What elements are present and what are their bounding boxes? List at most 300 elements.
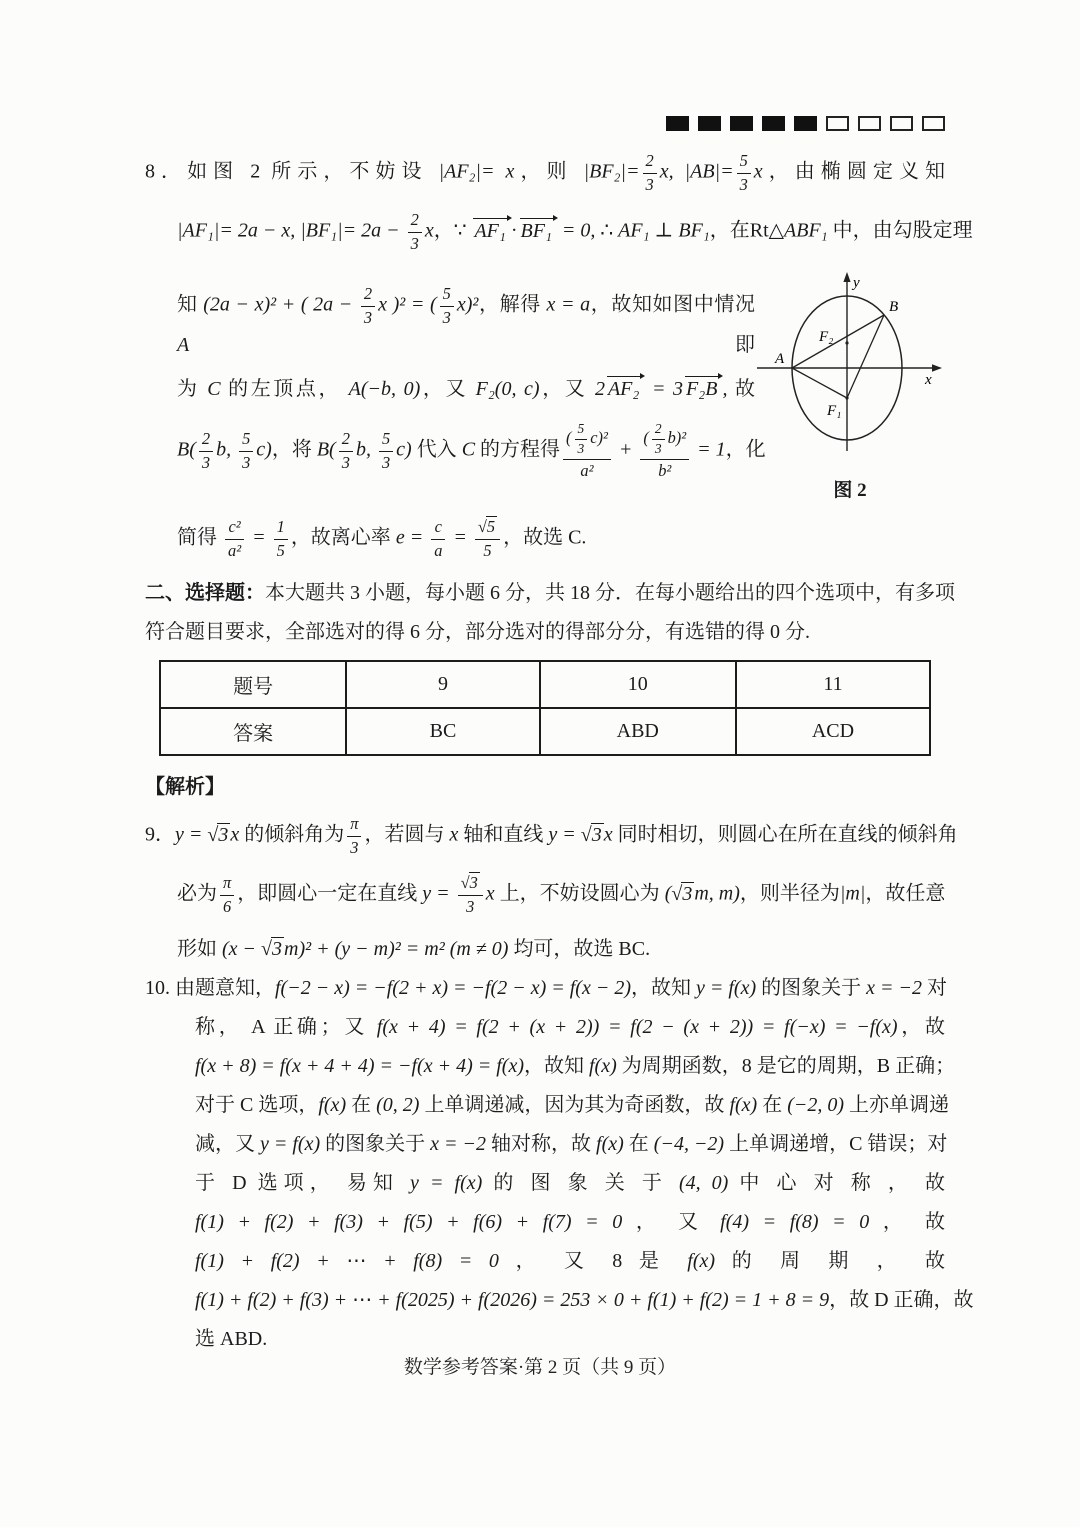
text-run: f(x) <box>588 1055 617 1077</box>
text-run: |BF₂|= <box>583 160 640 183</box>
text-run: 8．如图 2 所示，不妨设 <box>145 160 439 183</box>
text-run <box>643 174 657 196</box>
text-run: ，又 <box>539 378 595 400</box>
text-line <box>145 814 958 858</box>
table-cell: BC <box>346 708 539 755</box>
focus-F1-dot <box>845 396 848 399</box>
text-run <box>339 429 353 452</box>
square-root <box>581 824 604 846</box>
text-run: 对于 C 选项， <box>195 1094 319 1116</box>
text-run: = 0, <box>556 219 596 242</box>
table-cell: 10 <box>540 661 736 708</box>
text-run: ，则 <box>514 160 584 183</box>
text-run <box>469 872 480 892</box>
text-run: , <box>722 378 728 400</box>
table-cell: 答案 <box>160 708 346 755</box>
figure-caption: 图 2 <box>833 480 867 501</box>
text-run: 上单调递增，C 错误；对 <box>724 1133 948 1155</box>
text-run: ，故离心率 <box>290 526 396 549</box>
text-run: 的方程得 <box>475 438 561 461</box>
text-run: a² <box>580 460 594 480</box>
text-run: = 3 <box>644 378 684 400</box>
text-run: b)² <box>667 428 687 448</box>
text-run: 3 <box>410 233 419 253</box>
label-F1: F₁ <box>827 403 842 419</box>
text-run: A <box>177 334 190 356</box>
text-run <box>239 452 253 474</box>
text-run: 3 <box>442 307 451 327</box>
text-run: x <box>485 882 495 905</box>
text-run: 3 <box>218 823 229 846</box>
vector-overline <box>607 375 642 401</box>
text-line <box>177 873 945 917</box>
text-line <box>145 770 945 799</box>
text-line <box>177 932 945 961</box>
filled-mark-square <box>666 116 689 131</box>
text-run <box>274 517 288 540</box>
text-run <box>199 452 213 474</box>
text-run: e = <box>395 526 429 549</box>
text-run: ，故知如图中情况 <box>590 293 756 316</box>
fraction <box>408 210 422 254</box>
text-run: 称， A 正确；又 <box>195 1016 377 1038</box>
text-run: (x − <box>222 938 262 960</box>
text-run: 2 <box>594 378 605 400</box>
text-run: 5 <box>486 517 496 536</box>
text-run: B( <box>316 438 336 461</box>
text-run: 中 心 对 称 ， 故 <box>728 1172 945 1194</box>
table-cell: 11 <box>736 661 930 708</box>
text-run: AF₁ ⊥ BF₁ <box>618 219 710 242</box>
question-10-solution <box>145 971 974 1351</box>
text-run: (−2, 0) <box>787 1094 845 1116</box>
text-run: 的 图 象 关 于 <box>482 1172 679 1194</box>
text-run: c <box>434 517 442 536</box>
text-run <box>431 540 445 562</box>
text-line <box>195 1322 945 1351</box>
text-run: (−4, −2) <box>653 1133 725 1155</box>
text-run: c) <box>256 438 272 461</box>
text-run <box>408 233 422 255</box>
label-y: y <box>853 275 860 291</box>
text-run: C <box>461 438 476 461</box>
text-run: 在 <box>623 1133 654 1155</box>
text-run: 选 ABD. <box>195 1328 268 1350</box>
text-run: y = <box>548 823 581 846</box>
text-run: 形如 <box>177 938 222 960</box>
text-run: 2 <box>654 421 662 436</box>
square-root <box>261 938 284 960</box>
text-run: (4, 0) <box>678 1172 729 1194</box>
label-x: x <box>925 372 932 388</box>
text-run: 即 <box>189 334 755 356</box>
text-run: 5 <box>276 540 285 560</box>
text-run <box>640 421 689 460</box>
text-run: x <box>603 823 613 846</box>
text-run: 2 <box>363 284 373 303</box>
text-run <box>486 516 497 536</box>
text-run: ，故知 <box>523 1055 589 1077</box>
text-run: 符合题目要求，全部选对的得 6 分，部分选对的得部分分，有选错的得 0 分. <box>145 621 810 643</box>
text-run: C <box>207 378 221 400</box>
text-run: y = f(x) <box>260 1133 321 1155</box>
text-line <box>177 517 945 561</box>
page-footer: 数学参考答案·第 2 页（共 9 页） <box>403 1357 677 1378</box>
text-run: x, <box>659 160 674 183</box>
text-run: a² <box>228 540 242 560</box>
fraction <box>643 151 657 195</box>
text-run: ，即圆心一定在直线 <box>237 882 423 905</box>
fraction <box>652 421 665 458</box>
text-run: 3 <box>739 174 748 194</box>
text-line <box>145 971 945 1000</box>
text-run <box>379 452 393 474</box>
text-run: ，故知 <box>630 977 696 999</box>
x-axis-arrow <box>932 364 942 372</box>
text-run: 的左顶点， <box>220 378 349 400</box>
text-run: 5 <box>739 151 748 170</box>
text-run: 9． <box>145 823 175 846</box>
text-run: 同时相切，则圆心在所在直线的倾斜角 <box>612 823 958 846</box>
text-run <box>361 284 375 307</box>
text-run <box>652 421 665 440</box>
text-run <box>220 873 234 896</box>
text-run <box>220 896 234 918</box>
text-run <box>217 823 230 846</box>
text-run: y = f(x) <box>410 1172 483 1194</box>
text-run: 3 <box>645 174 654 194</box>
text-run <box>440 284 454 307</box>
text-line <box>177 372 755 401</box>
text-run: 3 <box>350 837 359 857</box>
text-run <box>643 151 657 174</box>
text-run: b² <box>658 460 672 480</box>
vector-overline <box>685 375 720 401</box>
text-run <box>440 307 454 329</box>
text-run: x <box>230 823 240 846</box>
text-run <box>239 429 253 452</box>
text-run: B( <box>177 438 196 461</box>
table-cell: ACD <box>736 708 930 755</box>
text-run: b, <box>355 438 376 461</box>
text-run: |m| <box>839 882 866 905</box>
text-run <box>463 896 477 918</box>
text-run: c)² <box>590 428 608 448</box>
chord-AB <box>792 315 884 368</box>
text-line <box>145 615 945 644</box>
text-run: 本大题共 3 小题，每小题 6 分，共 18 分．在每小题给出的四个选项中，有多项 <box>265 582 955 604</box>
text-run: 3 <box>341 452 350 472</box>
text-run: 3 <box>591 823 602 846</box>
text-line <box>195 1088 950 1117</box>
y-axis-arrow <box>843 272 850 282</box>
text-run: x <box>753 160 763 183</box>
radical-sign: √ <box>261 938 273 960</box>
text-line <box>195 1166 945 1195</box>
segment-AF1 <box>792 368 847 398</box>
text-run: a <box>434 540 443 560</box>
figure-2 <box>755 271 945 502</box>
text-run: π <box>350 814 359 833</box>
text-run: ， 又 <box>622 1211 721 1233</box>
text-run <box>225 540 244 562</box>
text-run: ， 又 8 是 <box>498 1250 688 1272</box>
text-run: ，故 <box>897 1016 946 1038</box>
text-run: f(−2 − x) = −f(2 + x) = −f(2 − x) = f(x − 2) <box>275 977 631 999</box>
text-run: 对 <box>922 977 947 999</box>
text-line <box>195 1283 974 1312</box>
text-run <box>563 421 611 460</box>
text-run: 代入 <box>411 438 462 461</box>
text-run: b, <box>216 438 237 461</box>
text-run <box>577 460 596 482</box>
text-run: F₂(0, c) <box>475 378 540 400</box>
text-run: x = −2 <box>866 977 922 999</box>
text-run: 简得 <box>177 526 222 549</box>
text-line <box>195 1010 945 1039</box>
text-run: |AF₂|= x <box>438 160 515 183</box>
text-run: y = f(x) <box>695 977 757 999</box>
text-run: = <box>448 526 472 549</box>
text-run: 故 <box>727 378 756 400</box>
fraction <box>225 517 244 561</box>
fraction <box>640 421 689 481</box>
text-run: 5 <box>242 429 251 449</box>
fraction <box>239 429 253 473</box>
analysis-header <box>145 770 945 799</box>
text-run: f(1) + f(2) + f(3) + ⋯ + f(2025) + f(2026) = 253 × 0 + f(1) + f(2) = 1 + 8 = 9 <box>195 1289 830 1311</box>
text-run <box>199 429 213 452</box>
text-run: 3 <box>469 873 478 892</box>
label-B: B <box>889 299 899 315</box>
text-run: f(x + 8) = f(x + 4 + 4) = −f(x + 4) = f(x) <box>195 1055 524 1077</box>
text-run: 5 <box>577 421 585 436</box>
text-line <box>195 1049 956 1078</box>
text-run: |AB|= <box>673 160 734 183</box>
text-run: m, m) <box>694 882 740 905</box>
text-run: c² <box>228 517 241 536</box>
segment-F1B <box>847 315 884 398</box>
text-run: ，又 <box>420 378 476 400</box>
text-run <box>480 540 494 562</box>
radical-sign: √ <box>477 517 487 536</box>
focus-F2-dot <box>845 341 848 344</box>
text-run <box>737 174 751 196</box>
text-run: ，化 <box>725 438 766 461</box>
text-run: ( <box>643 428 649 448</box>
text-run: f(x + 4) = f(2 + (x + 2)) = f(2 − (x + 2)) = f(−x) = −f(x) <box>376 1016 898 1038</box>
text-run: 10. 由题意知， <box>145 977 275 999</box>
text-run: ∴ <box>595 219 619 242</box>
text-run <box>347 837 361 859</box>
text-run <box>379 429 393 452</box>
fraction <box>347 814 361 858</box>
table-cell: 9 <box>346 661 539 708</box>
fraction <box>563 421 611 481</box>
text-run <box>681 882 694 905</box>
text-line <box>195 1127 948 1156</box>
text-run: 的倾斜角为 <box>239 823 345 846</box>
text-run: 2 <box>645 151 654 170</box>
text-run: A(−b, 0) <box>348 378 421 400</box>
text-run: 5 <box>483 540 492 560</box>
text-run: π <box>223 873 232 892</box>
text-run: 3 <box>577 440 585 456</box>
text-line <box>177 210 973 254</box>
text-run: 3 <box>466 896 475 916</box>
fraction <box>737 151 751 195</box>
text-run <box>225 517 244 540</box>
text-run: 5 <box>381 429 391 449</box>
fraction <box>458 873 483 917</box>
text-run: AF₁ <box>474 219 506 242</box>
label-A: A <box>775 351 785 367</box>
empty-mark-square <box>826 116 849 131</box>
text-run: x <box>449 823 459 846</box>
filled-mark-square <box>730 116 753 131</box>
radical-sign: √ <box>207 823 219 846</box>
text-run <box>591 823 604 846</box>
table-row-question-numbers <box>160 661 930 708</box>
text-run: 上亦单调递 <box>844 1094 950 1116</box>
fraction <box>274 517 288 561</box>
text-run: ，故选 C. <box>503 526 587 549</box>
text-run: 5 <box>442 284 451 303</box>
radical-sign: √ <box>460 873 470 892</box>
text-run: x)² <box>456 293 479 316</box>
text-run: 为周期函数，8 是它的周期，B 正确； <box>616 1055 956 1077</box>
text-line <box>145 151 945 195</box>
answer-table <box>159 660 931 756</box>
fraction <box>475 517 500 561</box>
text-run: 均可，故选 BC. <box>508 938 651 960</box>
text-run: 知 <box>177 293 204 316</box>
text-run: 6 <box>223 896 232 916</box>
fraction <box>339 429 353 473</box>
text-run: 的图象关于 <box>320 1133 431 1155</box>
text-run: 【解析】 <box>145 776 225 798</box>
text-run: ，若圆与 <box>364 823 450 846</box>
text-run: ， 故 <box>869 1211 946 1233</box>
radical-sign: √ <box>671 882 683 905</box>
text-run: 2 <box>201 429 211 449</box>
text-run: f(x) <box>596 1133 624 1155</box>
text-run: f(x) <box>687 1250 716 1272</box>
filled-mark-square <box>794 116 817 131</box>
text-run: ( <box>664 882 672 905</box>
empty-mark-square <box>922 116 945 131</box>
text-run: 3 <box>654 440 662 456</box>
text-run: y = <box>175 823 208 846</box>
fraction <box>431 517 445 561</box>
text-run: ，故 D 正确，故 <box>829 1289 974 1311</box>
question-8-solution-left <box>177 269 766 501</box>
text-run <box>475 517 500 540</box>
text-run: ( <box>566 428 572 448</box>
text-run: 的 周 期 ， 故 <box>715 1250 946 1272</box>
text-run: AF₂ <box>607 378 640 400</box>
empty-mark-square <box>890 116 913 131</box>
fraction <box>220 873 234 917</box>
text-run: ，则半径为 <box>739 882 840 905</box>
text-run: f(1) + f(2) + f(3) + f(5) + f(6) + f(7) = 0 <box>195 1211 623 1233</box>
text-run: x )² = ( <box>378 293 437 316</box>
ellipse-figure <box>755 271 945 461</box>
multiple-choice-section-header <box>145 576 955 644</box>
text-run: 3 <box>381 452 391 472</box>
table-cell: 题号 <box>160 661 346 708</box>
text-line <box>195 1244 945 1273</box>
text-run <box>271 937 284 960</box>
radical-sign: √ <box>580 823 592 846</box>
registration-marks <box>145 116 945 131</box>
text-run <box>347 814 361 837</box>
text-run: 的图象关于 <box>756 977 867 999</box>
label-F2: F₂ <box>819 329 834 345</box>
text-line <box>177 284 755 357</box>
text-run: · <box>510 219 518 242</box>
square-root <box>671 883 694 905</box>
text-run: x = a <box>546 293 591 316</box>
text-line <box>195 1205 945 1234</box>
text-run: 3 <box>272 938 283 960</box>
text-run: 二、选择题： <box>145 582 265 604</box>
text-run: 3 <box>242 452 251 472</box>
text-run: ABF₁ <box>784 219 828 242</box>
empty-mark-square <box>858 116 881 131</box>
text-run <box>431 517 445 540</box>
question-9-solution <box>145 814 958 961</box>
text-run <box>737 151 751 174</box>
filled-mark-square <box>698 116 721 131</box>
text-run: |AF₁|= 2a − x, |BF₁|= 2a − <box>177 219 405 242</box>
text-run: m)² + (y − m)² = m² (m ≠ 0) <box>284 938 509 960</box>
text-run: ，在Rt△ <box>709 219 785 242</box>
text-run: ，解得 <box>478 293 547 316</box>
fraction <box>379 429 393 473</box>
text-run: x = −2 <box>430 1133 487 1155</box>
fraction <box>199 429 213 473</box>
text-run: (2a − x)² + ( 2a − <box>203 293 358 316</box>
text-run: 3 <box>363 307 373 327</box>
text-run <box>339 452 353 474</box>
text-run: F₂B <box>686 378 718 400</box>
text-run: 在 <box>757 1094 788 1116</box>
text-run: 为 <box>177 378 208 400</box>
text-run: 3 <box>682 882 693 905</box>
square-root <box>461 873 480 892</box>
text-run: 在 <box>346 1094 377 1116</box>
fraction <box>440 284 454 328</box>
text-run: (0, 2) <box>376 1094 420 1116</box>
text-run: c) <box>396 438 412 461</box>
text-run: x <box>424 219 434 242</box>
square-root <box>207 824 230 846</box>
text-run <box>652 440 665 458</box>
square-root <box>478 517 497 536</box>
text-run <box>274 540 288 562</box>
text-line <box>177 421 766 481</box>
text-run: f(4) = f(8) = 0 <box>720 1211 870 1233</box>
table-row-answers <box>160 708 930 755</box>
text-run: 上单调递减，因为其为奇函数，故 <box>419 1094 730 1116</box>
fraction <box>361 284 375 328</box>
filled-mark-square <box>762 116 785 131</box>
text-run: ，由椭圆定义知 <box>762 160 945 183</box>
text-run: 轴和直线 <box>458 823 549 846</box>
text-run <box>575 440 588 458</box>
text-run: f(x) <box>729 1094 758 1116</box>
